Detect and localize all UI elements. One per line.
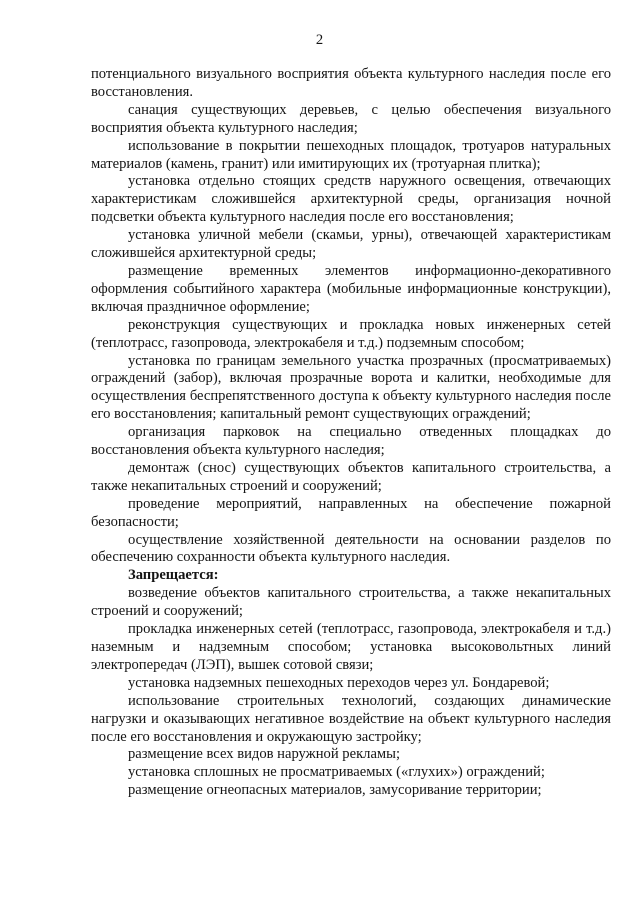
section-heading-prohibited: Запрещается:: [128, 567, 219, 584]
list-item: проведение мероприятий, направленных на обеспечение пожарной безопасности;: [91, 495, 611, 530]
list-item: возведение объектов капитального строительства, а также некапитальных строений и сооружений;: [91, 585, 611, 620]
list-item: реконструкция существующих и прокладка новых инженерных сетей (теплотрасс, газопровода, электрокабеля и т.д.) подземным способом;: [91, 316, 611, 351]
document-body: [91, 66, 611, 800]
list-item: размещение временных элементов информационно-декоративного оформления событийного характера (мобильные информационные конструкции), включая праздничное оформление;: [91, 262, 611, 315]
list-item: осуществление хозяйственной деятельности на основании разделов по обеспечению сохранности объекта культурного наследия.: [91, 531, 611, 566]
list-item: использование в покрытии пешеходных площадок, тротуаров натуральных материалов (камень, гранит) или имитирующих их (тротуарная плитка);: [91, 137, 611, 172]
list-item: установка надземных пешеходных переходов через ул. Бондаревой;: [128, 674, 550, 691]
list-item: санация существующих деревьев, с целью обеспечения визуального восприятия объекта культурного наследия;: [91, 101, 611, 136]
list-item: использование строительных технологий, создающих динамические нагрузки и оказывающих негативное воздействие на объект культурного наследия после его восстановления и окружающую застройку;: [91, 692, 611, 745]
list-item: установка сплошных не просматриваемых («глухих») ограждений;: [128, 764, 545, 781]
list-item: демонтаж (снос) существующих объектов капитального строительства, а также некапитальных строений и сооружений;: [91, 459, 611, 494]
list-item: установка по границам земельного участка прозрачных (просматриваемых) ограждений (забор), включая прозрачные ворота и калитки, необходимые для осуществления беспрепятственного доступа к объекту культурного наследия после его восстановления; капитальный ремонт существующих ограждений;: [91, 352, 611, 423]
list-item: размещение огнеопасных материалов, замусоривание территории;: [128, 782, 542, 799]
list-item: организация парковок на специально отведенных площадках до восстановления объекта культурного наследия;: [91, 424, 611, 459]
list-item: размещение всех видов наружной рекламы;: [128, 746, 401, 763]
list-item: установка уличной мебели (скамьи, урны), отвечающей характеристикам сложившейся архитектурной среды;: [91, 227, 611, 262]
list-item: прокладка инженерных сетей (теплотрасс, газопровода, электрокабеля и т.д.) наземным и надземным способом; установка высоковольтных линий электропередач (ЛЭП), вышек сотовой связи;: [91, 621, 611, 673]
paragraph-continuation: потенциального визуального восприятия объекта культурного наследия после его восстановления.: [91, 66, 611, 100]
page-number: 2: [315, 32, 324, 48]
list-item: установка отдельно стоящих средств наружного освещения, отвечающих характеристикам сложившейся архитектурной среды, организация ночной подсветки объекта культурного наследия после его восстановления;: [91, 173, 611, 226]
